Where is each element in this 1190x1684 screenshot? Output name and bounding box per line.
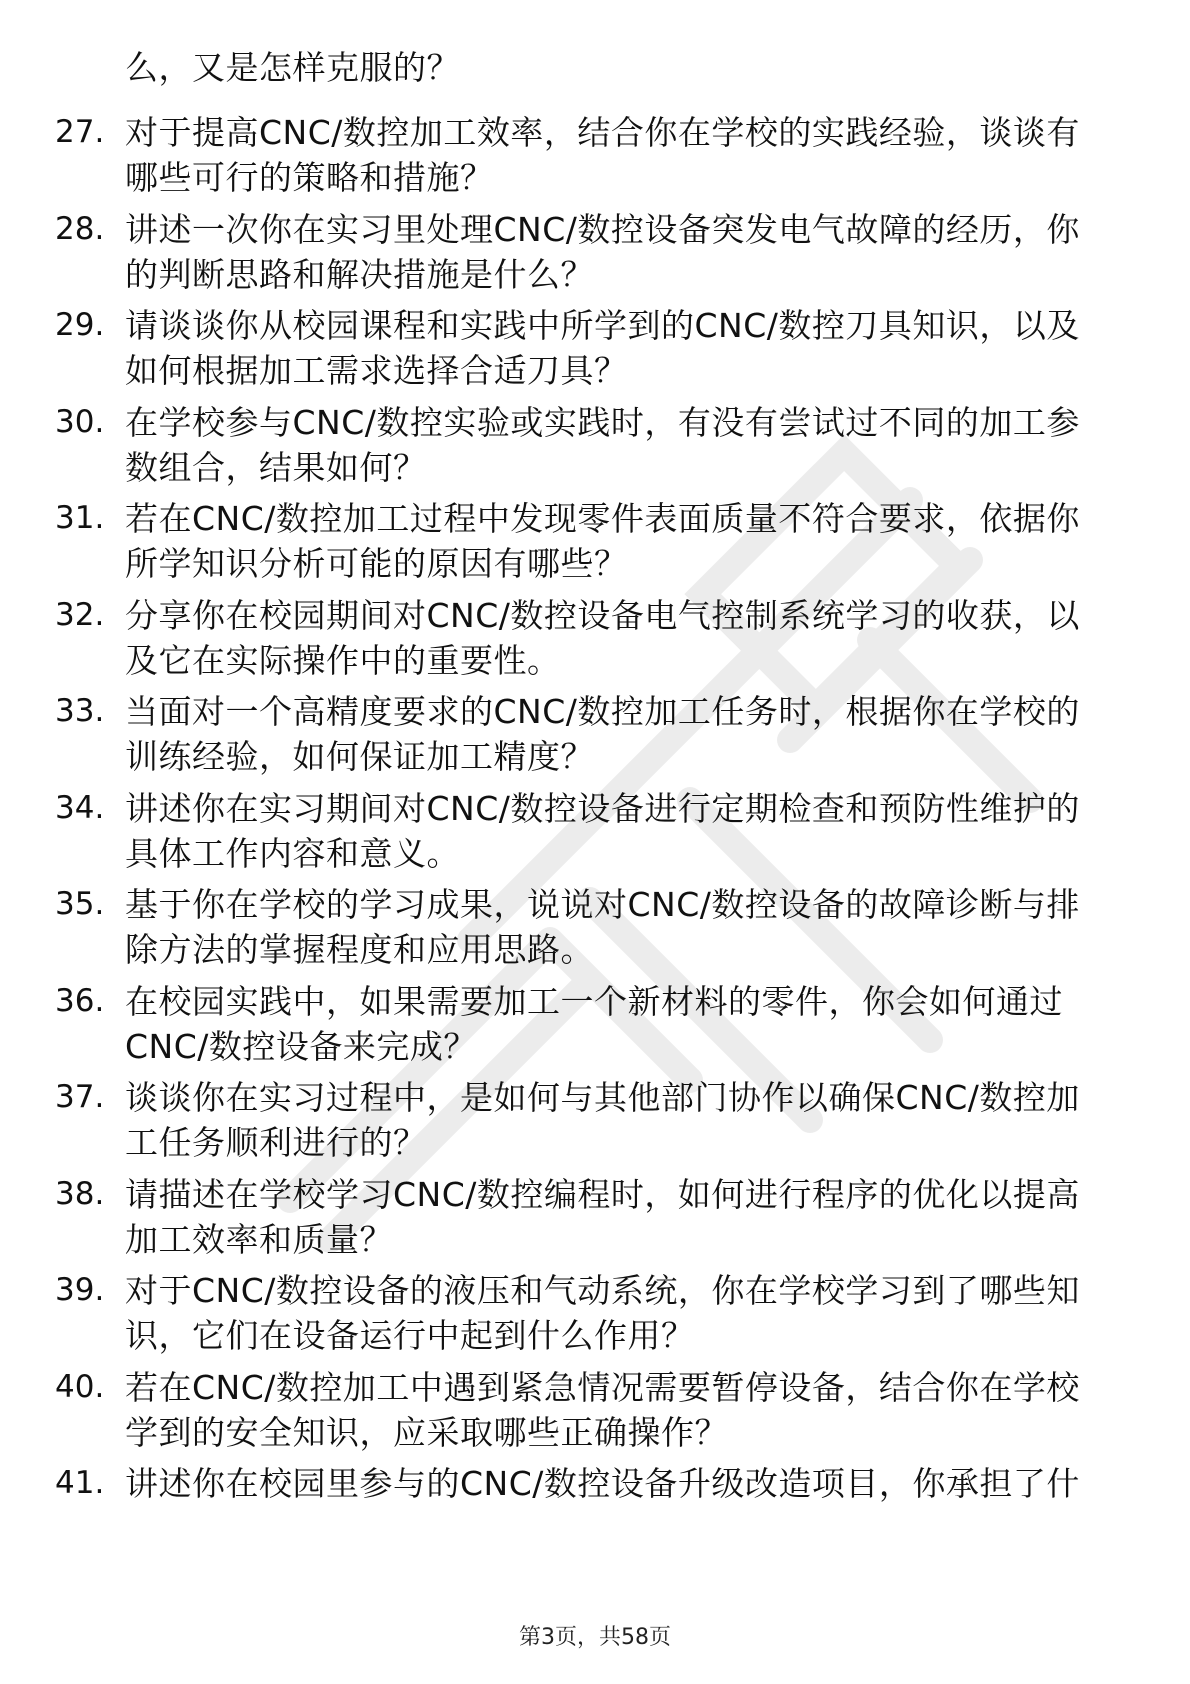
question-line: 数组合，结果如何？ bbox=[125, 448, 427, 487]
question-line: 所学知识分析可能的原因有哪些？ bbox=[125, 544, 628, 583]
question-text bbox=[125, 979, 1185, 1069]
question-line: 除方法的掌握程度和应用思路。 bbox=[125, 930, 594, 969]
question-number: 30. bbox=[55, 404, 105, 440]
continuation-line: 么，又是怎样克服的？ bbox=[125, 48, 460, 87]
question-line: 学到的安全知识，应采取哪些正确操作？ bbox=[125, 1413, 728, 1452]
question-line: 讲述你在校园里参与的CNC/数控设备升级改造项目，你承担了什 bbox=[125, 1464, 1080, 1503]
question-number: 31. bbox=[55, 500, 105, 536]
question-line: 讲述一次你在实习里处理CNC/数控设备突发电气故障的经历，你 bbox=[125, 210, 1080, 249]
question-number: 34. bbox=[55, 790, 105, 826]
question-number: 28. bbox=[55, 211, 105, 247]
question-text bbox=[125, 689, 1185, 779]
question-text bbox=[125, 400, 1185, 490]
question-line: 工任务顺利进行的？ bbox=[125, 1123, 427, 1162]
question-number: 36. bbox=[55, 983, 105, 1019]
question-text bbox=[125, 1268, 1185, 1358]
question-text bbox=[125, 882, 1185, 972]
question-number: 37. bbox=[55, 1079, 105, 1115]
page-footer: 第3页，共58页 bbox=[519, 1625, 671, 1650]
question-line: 谈谈你在实习过程中，是如何与其他部门协作以确保CNC/数控加 bbox=[125, 1078, 1080, 1117]
question-line: 分享你在校园期间对CNC/数控设备电气控制系统学习的收获，以 bbox=[125, 596, 1080, 635]
question-line: CNC/数控设备来完成？ bbox=[125, 1027, 477, 1066]
question-number: 29. bbox=[55, 307, 105, 343]
question-line: 讲述你在实习期间对CNC/数控设备进行定期检查和预防性维护的 bbox=[125, 789, 1080, 828]
question-line: 的判断思路和解决措施是什么？ bbox=[125, 255, 594, 294]
question-text bbox=[125, 786, 1185, 876]
question-number: 39. bbox=[55, 1272, 105, 1308]
question-text bbox=[125, 1075, 1185, 1165]
question-number: 35. bbox=[55, 886, 105, 922]
question-text bbox=[125, 1461, 1185, 1506]
question-line: 训练经验，如何保证加工精度？ bbox=[125, 737, 594, 776]
question-line: 哪些可行的策略和措施？ bbox=[125, 158, 494, 197]
question-number: 27. bbox=[55, 114, 105, 150]
question-text bbox=[125, 1172, 1185, 1262]
question-line: 对于提高CNC/数控加工效率，结合你在学校的实践经验，谈谈有 bbox=[125, 113, 1080, 152]
question-number: 32. bbox=[55, 597, 105, 633]
question-number: 38. bbox=[55, 1176, 105, 1212]
question-line: 请谈谈你从校园课程和实践中所学到的CNC/数控刀具知识，以及 bbox=[125, 306, 1080, 345]
question-line: 具体工作内容和意义。 bbox=[125, 834, 460, 873]
question-line: 若在CNC/数控加工过程中发现零件表面质量不符合要求，依据你 bbox=[125, 499, 1080, 538]
question-text bbox=[125, 496, 1185, 586]
question-text bbox=[125, 1365, 1185, 1455]
question-line: 当面对一个高精度要求的CNC/数控加工任务时，根据你在学校的 bbox=[125, 692, 1080, 731]
question-number: 41. bbox=[55, 1465, 105, 1501]
question-line: 在学校参与CNC/数控实验或实践时，有没有尝试过不同的加工参 bbox=[125, 403, 1080, 442]
question-line: 基于你在学校的学习成果，说说对CNC/数控设备的故障诊断与排 bbox=[125, 885, 1080, 924]
question-text bbox=[125, 593, 1185, 683]
question-line: 对于CNC/数控设备的液压和气动系统，你在学校学习到了哪些知 bbox=[125, 1271, 1080, 1310]
question-number: 33. bbox=[55, 693, 105, 729]
question-line: 请描述在学校学习CNC/数控编程时，如何进行程序的优化以提高 bbox=[125, 1175, 1080, 1214]
question-line: 及它在实际操作中的重要性。 bbox=[125, 641, 561, 680]
question-text bbox=[125, 110, 1185, 200]
question-line: 识，它们在设备运行中起到什么作用？ bbox=[125, 1316, 695, 1355]
question-text bbox=[125, 207, 1185, 297]
question-text bbox=[125, 303, 1185, 393]
question-line: 在校园实践中，如果需要加工一个新材料的零件，你会如何通过 bbox=[125, 982, 1063, 1021]
question-line: 加工效率和质量？ bbox=[125, 1220, 393, 1259]
question-number: 40. bbox=[55, 1369, 105, 1405]
question-line: 如何根据加工需求选择合适刀具？ bbox=[125, 351, 628, 390]
question-line: 若在CNC/数控加工中遇到紧急情况需要暂停设备，结合你在学校 bbox=[125, 1368, 1080, 1407]
